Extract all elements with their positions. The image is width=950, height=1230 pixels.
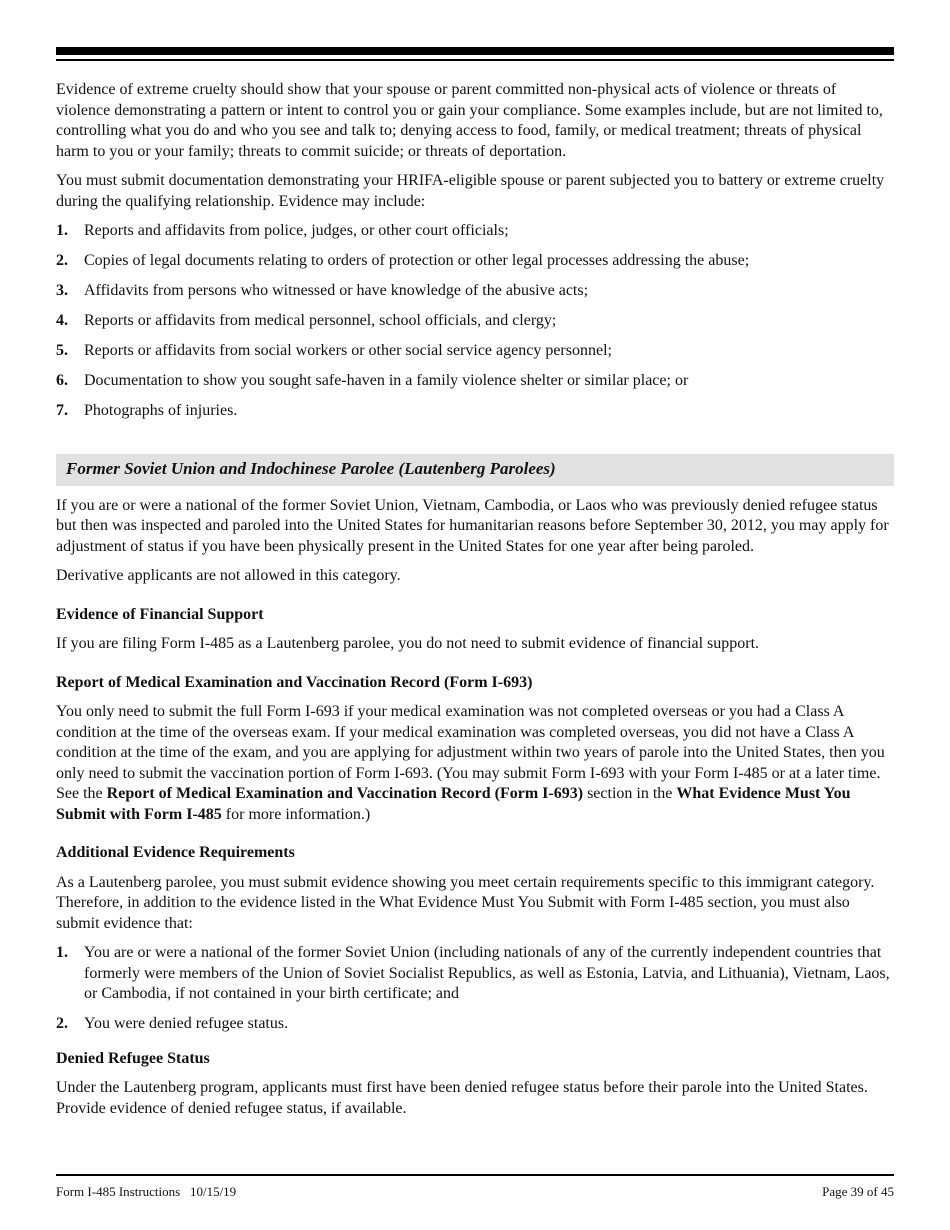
paragraph-additional-evidence: As a Lautenberg parolee, you must submit evidence showing you meet certain requirements specific to this immigrant category. Therefore, in addition to the evidence listed in the What Evidence Must You Submit with Form I-485 section, you must also submit evidence that:	[56, 873, 875, 932]
evidence-section-text: What Evidence Must You Submit with Form I-485	[56, 785, 851, 823]
evidence-list	[56, 221, 894, 422]
list-item: 5. Reports or affidavits from social workers or other social service agency personnel;	[56, 342, 612, 359]
list-item: 2. You were denied refugee status.	[56, 1015, 289, 1032]
list-item: 3. Affidavits from persons who witnessed or have knowledge of the abusive acts;	[56, 282, 589, 299]
paragraph-medical-exam: You only need to submit the full Form I-693 if your medical examination was not completed overseas or you had a Class A condition at the time of the overseas exam. If your medical examination was completed overseas, you did not have a Class A condition at the time of the exam, and you are applying for adjustment within two years of parole into the United States, then you only need to submit the vaccination portion of Form I-693. (You may submit Form I-693 with your Form I-485 or at a later time. See the Report of Medical Examination and Vaccination Record (Form I-693) section in the What Evidence Must You Submit with Form I-485 for more information.)	[56, 703, 885, 823]
list-item: 1. Reports and affidavits from police, judges, or other court officials;	[56, 222, 509, 239]
header-rule-thin	[56, 59, 894, 61]
heading-medical-exam: Report of Medical Examination and Vaccination Record (Form I-693)	[56, 673, 533, 691]
heading-financial-support: Evidence of Financial Support	[56, 605, 264, 623]
paragraph-financial-support: If you are filing Form I-485 as a Lautenberg parolee, you do not need to submit evidence of financial support.	[56, 635, 760, 652]
footer-page-number: Page 39 of 45	[822, 1184, 894, 1199]
footer-rule	[56, 1174, 894, 1176]
medical-link-text: Report of Medical Examination and Vaccination Record (Form I-693)	[106, 785, 584, 802]
paragraph-extreme-cruelty: Evidence of extreme cruelty should show that your spouse or parent committed non-physical acts of violence or threats of violence demonstrating a pattern or intent to control you or gain your compliance. Some examples include, but are not limited to, controlling what you do and who you see and talk to; denying access to food, family, or medical treatment; threats of physical harm to you or your family; threats to commit suicide; or threats of deportation.	[56, 81, 883, 160]
list-item: 2. Copies of legal documents relating to orders of protection or other legal processes addressing the abuse;	[56, 252, 750, 269]
list-item: 6. Documentation to show you sought safe-haven in a family violence shelter or similar place; or	[56, 372, 689, 389]
paragraph-documentation: You must submit documentation demonstrating your HRIFA-eligible spouse or parent subjected you to battery or extreme cruelty during the qualifying relationship. Evidence may include:	[56, 172, 885, 210]
heading-additional-evidence: Additional Evidence Requirements	[56, 844, 295, 861]
list-item: 4. Reports or affidavits from medical personnel, school officials, and clergy;	[56, 312, 557, 329]
section-header-lautenberg	[56, 454, 894, 486]
paragraph-derivative: Derivative applicants are not allowed in this category.	[56, 567, 401, 584]
section-title: Former Soviet Union and Indochinese Parolee (Lautenberg Parolees)	[66, 459, 556, 479]
list-item: 7. Photographs of injuries.	[56, 402, 238, 419]
footer-form-info: Form I-485 Instructions 10/15/19	[56, 1184, 237, 1199]
paragraph-eligibility: If you are or were a national of the former Soviet Union, Vietnam, Cambodia, or Laos who was previously denied refugee status but then was inspected and paroled into the United States for humanitarian reasons before September 30, 2012, you may apply for adjustment of status if you have been physically present in the United States for one year after being paroled.	[56, 496, 889, 555]
paragraph-denied-refugee: Under the Lautenberg program, applicants must first have been denied refugee status before their parole into the United States. Provide evidence of denied refugee status, if available.	[56, 1079, 868, 1117]
heading-denied-refugee: Denied Refugee Status	[56, 1049, 210, 1067]
additional-evidence-list	[56, 943, 894, 1035]
header-rule-thick	[56, 47, 894, 55]
list-item: 1. You are or were a national of the former Soviet Union (including nationals of any of the currently independent countries that formerly were members of the Union of Soviet Socialist Republics, as well as Estonia, Latvia, and Lithuania), Vietnam, Laos, or Cambodia, if not contained in your birth certificate; and	[56, 944, 890, 1002]
page-content	[56, 80, 894, 1128]
